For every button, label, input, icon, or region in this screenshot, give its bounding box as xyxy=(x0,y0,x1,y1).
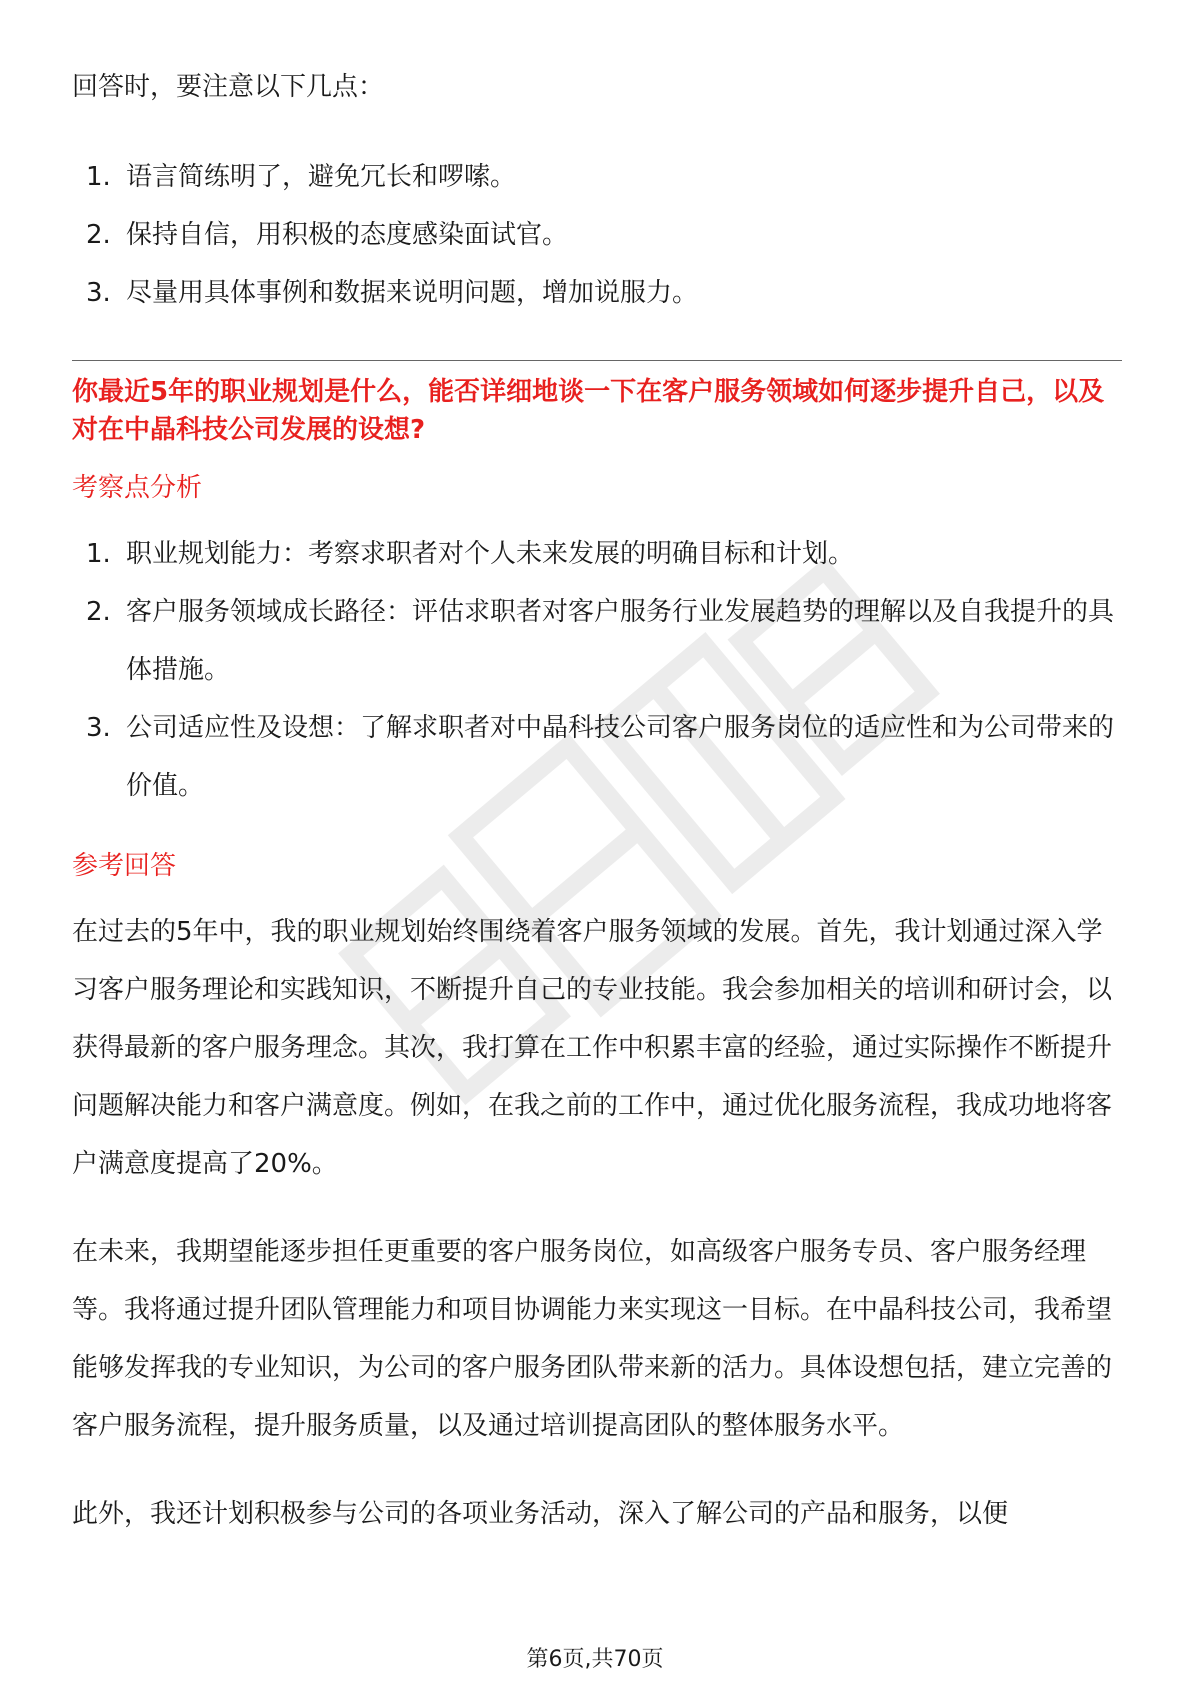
list-item xyxy=(72,525,1122,583)
list-text: 职业规划能力：考察求职者对个人未来发展的明确目标和计划。 xyxy=(126,539,855,569)
answer-paragraph: 在未来，我期望能逐步担任更重要的客户服务岗位，如高级客户服务专员、客户服务经理等。我将通过提升团队管理能力和项目协调能力来实现这一目标。在中晶科技公司，我希望能够发挥我的专业知识，为公司的客户服务团队带来新的活力。具体设想包括，建立完善的客户服务流程，提升服务质量，以及通过培训提高团队的整体服务水平。 xyxy=(72,1237,1113,1441)
list-text: 客户服务领域成长路径：评估求职者对客户服务行业发展趋势的理解以及自我提升的具体措施。 xyxy=(126,597,1115,685)
answer-paragraph: 在过去的5年中，我的职业规划始终围绕着客户服务领域的发展。首先，我计划通过深入学习客户服务理论和实践知识，不断提升自己的专业技能。我会参加相关的培训和研讨会，以获得最新的客户服务理念。其次，我打算在工作中积累丰富的经验，通过实际操作不断提升问题解决能力和客户满意度。例如，在我之前的工作中，通过优化服务流程，我成功地将客户满意度提高了20%。 xyxy=(72,917,1113,1179)
page-footer: 第6页,共70页 xyxy=(526,1647,664,1672)
answer-paragraph: 此外，我还计划积极参与公司的各项业务活动，深入了解公司的产品和服务，以便 xyxy=(72,1499,1009,1529)
list-number: 3. xyxy=(86,713,111,743)
answer-body xyxy=(72,903,1122,1543)
analysis-list xyxy=(72,525,1122,815)
answer-title: 参考回答 xyxy=(72,851,177,881)
question-heading: 你最近5年的职业规划是什么，能否详细地谈一下在客户服务领域如何逐步提升自己，以及对在中晶科技公司发展的设想? xyxy=(72,377,1105,445)
list-number: 1. xyxy=(86,539,111,569)
list-number: 2. xyxy=(86,597,111,627)
list-item xyxy=(72,583,1122,699)
list-number: 1. xyxy=(86,162,111,192)
analysis-title: 考察点分析 xyxy=(72,473,203,503)
list-number: 3. xyxy=(86,278,111,308)
list-text: 语言简练明了，避免冗长和啰嗦。 xyxy=(126,162,517,192)
list-text: 保持自信，用积极的态度感染面试官。 xyxy=(126,220,569,250)
list-item xyxy=(72,148,1122,206)
list-item xyxy=(72,206,1122,264)
list-item xyxy=(72,264,1122,322)
tips-list xyxy=(72,148,1122,322)
main-content xyxy=(72,58,1122,1573)
list-item xyxy=(72,699,1122,815)
list-text: 尽量用具体事例和数据来说明问题，增加说服力。 xyxy=(126,278,699,308)
list-text: 公司适应性及设想：了解求职者对中晶科技公司客户服务岗位的适应性和为公司带来的价值。 xyxy=(126,713,1115,801)
section-divider xyxy=(72,360,1122,361)
list-number: 2. xyxy=(86,220,111,250)
intro-text: 回答时，要注意以下几点： xyxy=(72,72,385,102)
